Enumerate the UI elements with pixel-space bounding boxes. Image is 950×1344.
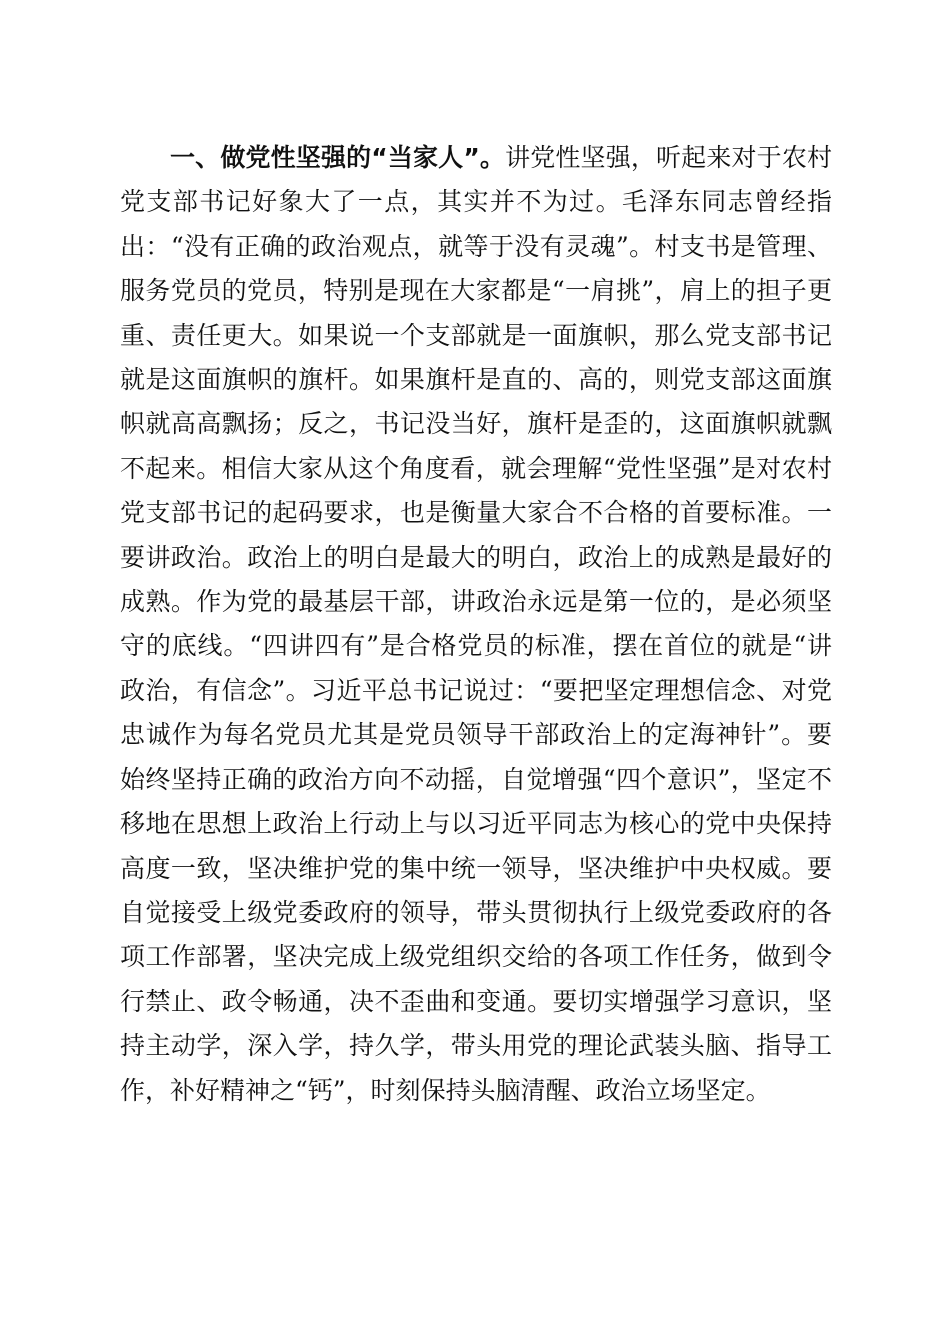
section-heading: 一、做党性坚强的“当家人”。 — [170, 143, 506, 172]
paragraph-text: 讲党性坚强，听起来对于农村党支部书记好象大了一点，其实并不为过。毛泽东同志曾经指出：“没有正确的政治观点，就等于没有灵魂”。村支书是管理、服务党员的党员，特别是现在大家都是“一肩挑”，肩上的担子更重、责任更大。如果说一个支部就是一面旗帜，那么党支部书记就是这面旗帜的旗杆。如果旗杆是直的、高的，则党支部这面旗帜就高高飘扬；反之，书记没当好，旗杆是歪的，这面旗帜就飘不起来。相信大家从这个角度看，就会理解“党性坚强”是对农村党支部书记的起码要求，也是衡量大家合不合格的首要标准。一要讲政治。政治上的明白是最大的明白，政治上的成熟是最好的成熟。作为党的最基层干部，讲政治永远是第一位的，是必须坚守的底线。“四讲四有”是合格党员的标准，摆在首位的就是“讲政治，有信念”。习近平总书记说过：“要把坚定理想信念、对党忠诚作为每名党员尤其是党员领导干部政治上的定海神针”。要始终坚持正确的政治方向不动摇，自觉增强“四个意识”，坚定不移地在思想上政治上行动上与以习近平同志为核心的党中央保持高度一致，坚决维护党的集中统一领导，坚决维护中央权威。要自觉接受上级党委政府的领导，带头贯彻执行上级党委政府的各项工作部署，坚决完成上级党组织交给的各项工作任务，做到令行禁止、政令畅通，决不歪曲和变通。要切实增强学习意识，坚持主动学，深入学，持久学，带头用党的理论武装头脑、指导工作，补好精神之“钙”，时刻保持头脑清醒、政治立场坚定。 — [120, 143, 832, 1105]
body-paragraph — [120, 136, 832, 1113]
